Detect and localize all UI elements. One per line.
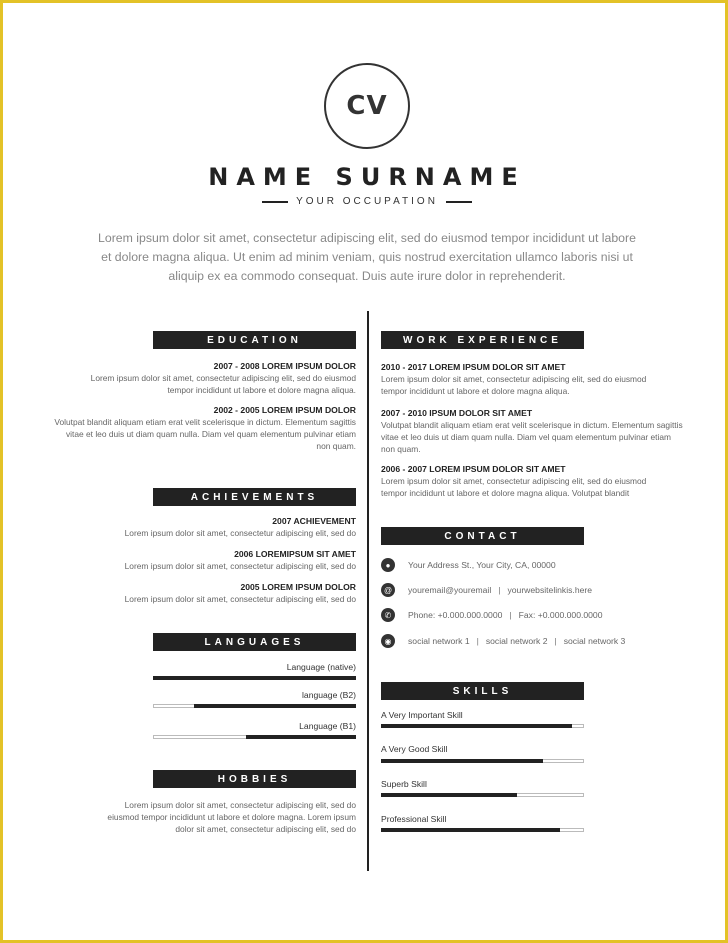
globe-icon: ◉ — [381, 634, 395, 648]
social-network-1[interactable]: social network 1 — [408, 636, 470, 646]
language-bar-fill — [246, 735, 356, 739]
contact-header: CONTACT — [381, 527, 584, 545]
separator: | — [476, 636, 479, 646]
achievement-item — [103, 581, 356, 605]
language-bar-fill — [194, 704, 356, 708]
social-network-2[interactable]: social network 2 — [485, 636, 548, 646]
work-item-body: Volutpat blandit aliquam etiam erat velit scelerisque in dictum. Elementum sagittis vitae et leo duis ut diam quam nulla. Diam vel quam elementum pulvinar etiam non quam. — [381, 420, 683, 454]
hobbies-text: Lorem ipsum dolor sit amet, consectetur adipiscing elit, sed do eiusmod tempor incididunt ut labore et dolore magna. Lorem ipsum dolor sit amet, consectetur adipiscing elit, sed do — [107, 800, 356, 834]
occupation-line-left — [262, 201, 288, 203]
skill-label: A Very Important Skill — [381, 710, 463, 720]
achievement-item — [103, 515, 356, 539]
work-item-title: 2010 - 2017 LOREM IPSUM DOLOR SIT AMET — [381, 362, 566, 372]
work-item — [381, 361, 671, 397]
contact-website[interactable]: yourwebsitelinkis.here — [507, 585, 593, 595]
skill-bar-fill — [381, 759, 543, 763]
language-bar — [153, 735, 356, 739]
social-network-3[interactable]: social network 3 — [563, 636, 626, 646]
achievement-item-body: Lorem ipsum dolor sit amet, consectetur adipiscing elit, sed do — [124, 594, 356, 604]
achievement-item-title: 2007 ACHIEVEMENT — [272, 516, 356, 526]
skill-label: Superb Skill — [381, 779, 427, 789]
intro-text: Lorem ipsum dolor sit amet, consectetur adipiscing elit, sed do eiusmod tempor incididunt ut labore et dolore magna aliqua. Ut enim ad minim veniam, quis nostrud exercitation ullamco laboris nisi ut aliquip ex ea commodo consequat. Duis aute irure dolor in reprehenderit. — [98, 231, 636, 283]
language-bar-fill — [153, 676, 356, 680]
occupation-line-right — [446, 201, 472, 203]
work-item — [381, 407, 683, 455]
work-item-body: Lorem ipsum dolor sit amet, consectetur adipiscing elit, sed do eiusmod tempor incididunt ut labore et dolore magna aliqua. Volutpat blandit — [381, 476, 647, 498]
education-item-title: 2007 - 2008 LOREM IPSUM DOLOR — [213, 361, 356, 371]
skill-bar — [381, 793, 584, 797]
achievement-item-body: Lorem ipsum dolor sit amet, consectetur adipiscing elit, sed do — [124, 528, 356, 538]
contact-fax: Fax: +0.000.000.0000 — [518, 610, 603, 620]
education-item-body: Lorem ipsum dolor sit amet, consectetur adipiscing elit, sed do eiusmod tempor incididunt ut labore et dolore magna aliqua. — [90, 373, 356, 395]
language-bar — [153, 676, 356, 680]
column-divider — [367, 311, 369, 871]
separator: | — [509, 610, 512, 620]
education-item — [69, 360, 356, 396]
occupation-row — [3, 196, 728, 207]
cv-logo: CV — [324, 63, 410, 149]
separator: | — [498, 585, 501, 595]
education-item-title: 2002 - 2005 LOREM IPSUM DOLOR — [213, 405, 356, 415]
language-bar — [153, 704, 356, 708]
achievements-header: ACHIEVEMENTS — [153, 488, 356, 506]
skill-label: A Very Good Skill — [381, 744, 448, 754]
location-pin-icon: ● — [381, 558, 395, 572]
skill-bar — [381, 759, 584, 763]
contact-address: Your Address St., Your City, CA, 00000 — [408, 560, 556, 570]
work-item-title: 2006 - 2007 LOREM IPSUM DOLOR SIT AMET — [381, 464, 566, 474]
work-item-title: 2007 - 2010 IPSUM DOLOR SIT AMET — [381, 408, 533, 418]
language-label: Language (B1) — [299, 721, 356, 731]
skill-bar-fill — [381, 724, 572, 728]
language-label: language (B2) — [302, 690, 356, 700]
skill-label: Professional Skill — [381, 814, 447, 824]
education-header: EDUCATION — [153, 331, 356, 349]
education-item — [53, 404, 356, 452]
contact-email[interactable]: youremail@youremail — [408, 585, 492, 595]
languages-header: LANGUAGES — [153, 633, 356, 651]
contact-social-row — [408, 636, 625, 646]
skills-header: SKILLS — [381, 682, 584, 700]
work-item — [381, 463, 671, 499]
achievement-item-body: Lorem ipsum dolor sit amet, consectetur adipiscing elit, sed do — [124, 561, 356, 571]
language-label: Language (native) — [286, 662, 356, 672]
phone-icon: ✆ — [381, 608, 395, 622]
education-item-body: Volutpat blandit aliquam etiam erat velit scelerisque in dictum. Elementum sagittis vitae et leo duis ut diam quam nulla. Diam vel quam elementum pulvinar etiam non quam. — [54, 417, 356, 451]
contact-phone-row — [408, 610, 602, 620]
occupation: YOUR OCCUPATION — [296, 196, 438, 207]
skill-bar-fill — [381, 793, 517, 797]
hobbies-header: HOBBIES — [153, 770, 356, 788]
full-name: NAME SURNAME — [208, 163, 526, 191]
separator: | — [554, 636, 557, 646]
achievement-item-title: 2005 LOREM IPSUM DOLOR — [240, 582, 356, 592]
skill-bar-fill — [381, 828, 560, 832]
work-item-body: Lorem ipsum dolor sit amet, consectetur adipiscing elit, sed do eiusmod tempor incididunt ut labore et dolore magna aliqua. — [381, 374, 647, 396]
achievement-item-title: 2006 LOREMIPSUM SIT AMET — [234, 549, 356, 559]
achievement-item — [103, 548, 356, 572]
skill-bar — [381, 724, 584, 728]
email-at-icon: @ — [381, 583, 395, 597]
work-experience-header: WORK EXPERIENCE — [381, 331, 584, 349]
contact-email-row — [408, 585, 592, 595]
contact-phone: Phone: +0.000.000.0000 — [408, 610, 503, 620]
skill-bar — [381, 828, 584, 832]
